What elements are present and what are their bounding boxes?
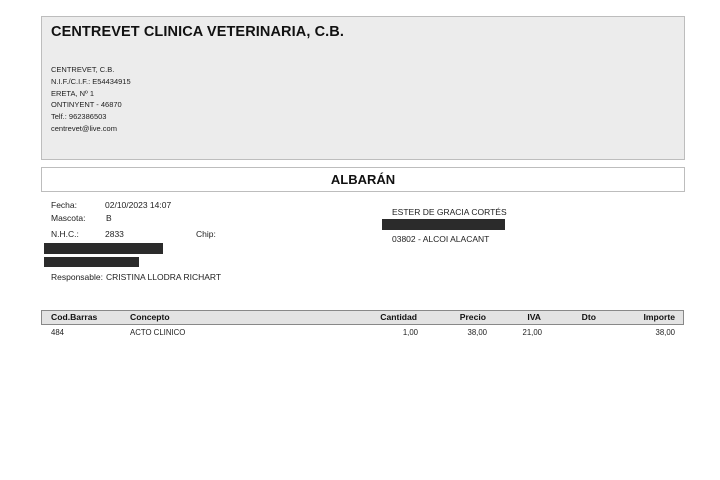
redacted-block xyxy=(44,243,163,254)
col-header-discount: Dto xyxy=(581,312,596,322)
date-label: Fecha: xyxy=(51,200,77,210)
cell-price: 38,00 xyxy=(467,328,487,337)
col-header-price: Precio xyxy=(459,312,486,322)
cell-amount: 38,00 xyxy=(655,328,675,337)
document-title: ALBARÁN xyxy=(330,172,396,187)
company-email: centrevet@live.com xyxy=(51,123,117,133)
company-legal-name: CENTREVET, C.B. xyxy=(51,65,115,74)
company-name: CENTREVET CLINICA VETERINARIA, C.B. xyxy=(51,24,344,40)
chip-label: Chip: xyxy=(196,229,216,239)
nhc-value: 2833 xyxy=(105,229,124,239)
company-phone: Telf.: 962386503 xyxy=(51,112,107,122)
date-value: 02/10/2023 14:07 xyxy=(105,200,172,210)
table-header xyxy=(41,310,684,325)
col-header-amount: Importe xyxy=(643,312,675,322)
company-city: ONTINYENT - 46870 xyxy=(51,100,122,110)
pet-value: B xyxy=(106,213,112,223)
pet-label: Mascota: xyxy=(51,213,86,223)
col-header-quantity: Cantidad xyxy=(380,312,417,322)
redacted-block xyxy=(382,219,505,230)
cell-quantity: 1,00 xyxy=(402,328,418,337)
responsible-value: CRISTINA LLODRA RICHART xyxy=(106,272,222,282)
redacted-block xyxy=(44,257,139,267)
cell-concept: ACTO CLINICO xyxy=(130,328,186,337)
company-tax-id: N.I.F./C.I.F.: E54434915 xyxy=(51,76,131,86)
nhc-label: N.H.C.: xyxy=(51,229,79,239)
col-header-concept: Concepto xyxy=(130,312,170,322)
col-header-barcode: Cod.Barras xyxy=(51,312,98,322)
responsible-label: Responsable: xyxy=(51,272,103,282)
company-header xyxy=(41,16,685,160)
company-address: ERETA, Nº 1 xyxy=(51,88,95,98)
client-city: 03802 - ALCOI ALACANT xyxy=(392,234,490,244)
client-name: ESTER DE GRACIA CORTÉS xyxy=(392,207,507,217)
company-details xyxy=(51,64,131,135)
cell-barcode: 484 xyxy=(51,328,65,337)
document-title-box xyxy=(41,167,685,192)
col-header-vat: IVA xyxy=(527,312,541,322)
cell-vat: 21,00 xyxy=(522,328,542,337)
